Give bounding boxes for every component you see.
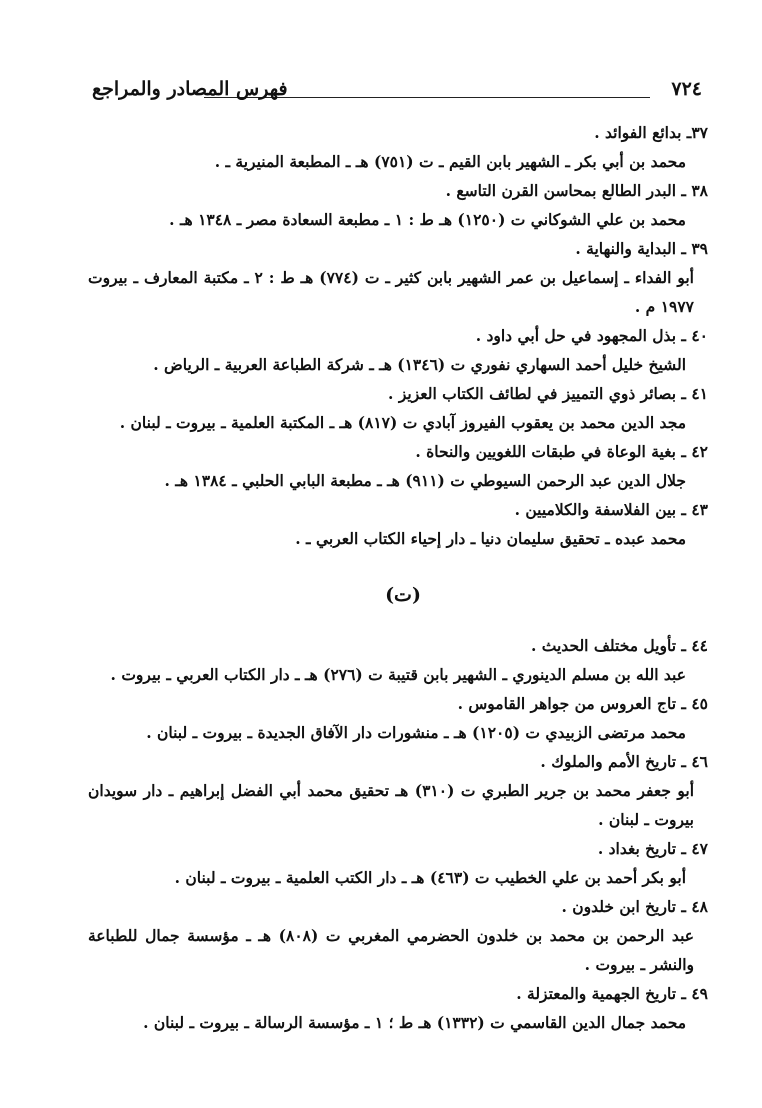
reference-details: جلال الدين عبد الرحمن السيوطي ت (٩١١) هـ ـ مطبعة البابي الحلبي ـ ١٣٨٤ هـ . xyxy=(164,471,686,490)
references-list xyxy=(88,118,708,1037)
reference-title: ٤٦ ـ تاريخ الأمم والملوك . xyxy=(540,752,708,771)
reference-title: ٣٧ـ بدائع الفوائد . xyxy=(594,123,708,142)
reference-details: أبو بكر أحمد بن علي الخطيب ت (٤٦٣) هـ ـ دار الكتب العلمية ـ بيروت ـ لبنان . xyxy=(174,868,686,887)
reference-title: ٤٩ ـ تاريخ الجهمية والمعتزلة . xyxy=(516,984,708,1003)
reference-entry xyxy=(88,834,708,892)
reference-details: محمد عبده ـ تحقيق سليمان دنيا ـ دار إحياء الكتاب العربي ـ . xyxy=(295,529,686,548)
page-header xyxy=(92,72,702,112)
reference-entry xyxy=(88,321,708,379)
reference-title: ٤٢ ـ بغية الوعاة في طبقات اللغويين والنحاة . xyxy=(415,442,708,461)
reference-title: ٤٨ ـ تاريخ ابن خلدون . xyxy=(561,897,708,916)
reference-entry xyxy=(88,176,708,234)
reference-entry xyxy=(88,234,708,321)
reference-title: ٤٧ ـ تاريخ بغداد . xyxy=(597,839,708,858)
reference-title: ٤٠ ـ بذل المجهود في حل أبي داود . xyxy=(475,326,708,345)
reference-details: عبد الرحمن بن محمد بن خلدون الحضرمي المغربي ت (٨٠٨) هـ ـ مؤسسة جمال للطباعة والنشر ـ بيروت . xyxy=(88,926,694,974)
page-number: ٧٢٤ xyxy=(671,78,702,100)
reference-details: محمد بن أبي بكر ـ الشهير بابن القيم ـ ت (٧٥١) هـ ـ المطبعة المنيرية ـ . xyxy=(214,152,686,171)
reference-entry xyxy=(88,689,708,747)
reference-entry xyxy=(88,892,708,979)
reference-entry xyxy=(88,437,708,495)
reference-details: أبو الفداء ـ إسماعيل بن عمر الشهير بابن كثير ـ ت (٧٧٤) هـ ط : ٢ ـ مكتبة المعارف ـ بيروت ١٩٧٧ م . xyxy=(88,268,694,316)
reference-title: ٤٣ ـ بين الفلاسفة والكلاميين . xyxy=(514,500,708,519)
reference-entry xyxy=(88,979,708,1037)
reference-title: ٤١ ـ بصائر ذوي التمييز في لطائف الكتاب العزيز . xyxy=(388,384,708,403)
reference-title: ٤٥ ـ تاج العروس من جواهر القاموس . xyxy=(457,694,708,713)
reference-details: مجد الدين محمد بن يعقوب الفيروز آبادي ت (٨١٧) هـ ـ المكتبة العلمية ـ بيروت ـ لبنان . xyxy=(119,413,686,432)
reference-title: ٣٩ ـ البداية والنهاية . xyxy=(575,239,708,258)
reference-details: محمد مرتضى الزبيدي ت (١٢٠٥) هـ ـ منشورات دار الآفاق الجديدة ـ بيروت ـ لبنان . xyxy=(146,723,686,742)
reference-details: محمد بن علي الشوكاني ت (١٢٥٠) هـ ط : ١ ـ مطبعة السعادة مصر ـ ١٣٤٨ هـ . xyxy=(169,210,686,229)
section-heading xyxy=(88,575,708,615)
reference-details: محمد جمال الدين القاسمي ت (١٣٣٢) هـ ط ؛ ١ ـ مؤسسة الرسالة ـ بيروت ـ لبنان . xyxy=(143,1013,686,1032)
reference-entry xyxy=(88,631,708,689)
page-title: فهرس المصادر والمراجع xyxy=(92,78,288,100)
reference-title: ٤٤ ـ تأويل مختلف الحديث . xyxy=(530,636,708,655)
reference-details: أبو جعفر محمد بن جرير الطبري ت (٣١٠) هـ تحقيق محمد أبي الفضل إبراهيم ـ دار سويدان بيروت ـ لبنان . xyxy=(88,781,694,829)
reference-title: ٣٨ ـ البدر الطالع بمحاسن القرن التاسع . xyxy=(445,181,708,200)
reference-entry xyxy=(88,379,708,437)
reference-details: الشيخ خليل أحمد السهاري نفوري ت (١٣٤٦) هـ ـ شركة الطباعة العربية ـ الرياض . xyxy=(153,355,686,374)
reference-entry xyxy=(88,747,708,834)
section-letter: (ت) xyxy=(385,584,421,606)
reference-details: عبد الله بن مسلم الدينوري ـ الشهير بابن قتيبة ت (٢٧٦) هـ ـ دار الكتاب العربي ـ بيروت . xyxy=(110,665,686,684)
reference-entry xyxy=(88,118,708,176)
reference-entry xyxy=(88,495,708,553)
